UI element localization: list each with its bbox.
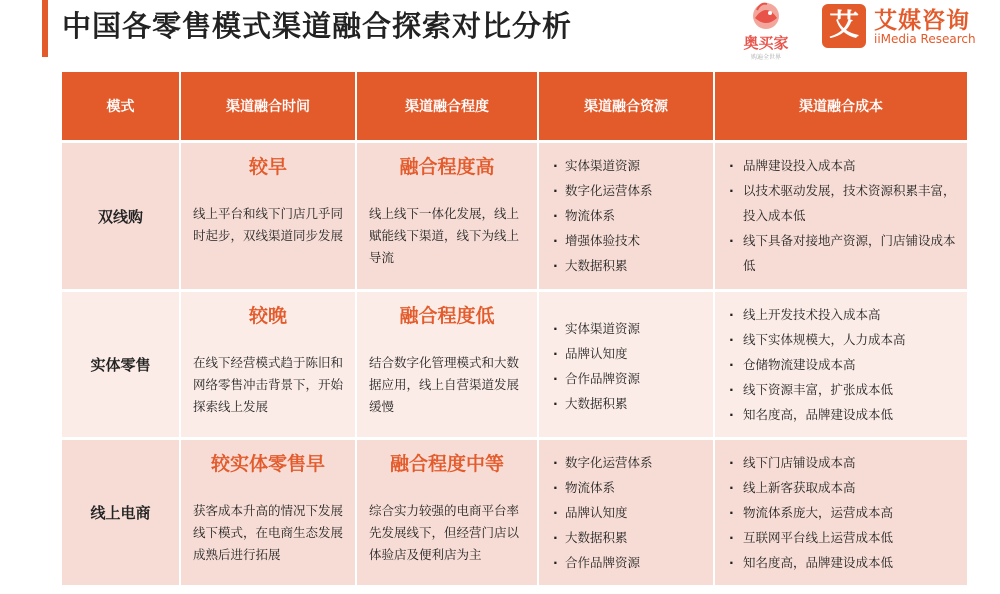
cost-item: · 线下实体规模大，人力成本高 xyxy=(729,327,957,352)
time-cell xyxy=(180,142,356,291)
resource-item: · 数字化运营体系 xyxy=(553,178,703,203)
resource-item: · 合作品牌资源 xyxy=(553,550,703,575)
cost-item: · 物流体系庞大，运营成本高 xyxy=(729,500,957,525)
cost-item: · 线下具备对接地产资源，门店铺设成本低 xyxy=(729,228,957,278)
resource-item: · 实体渠道资源 xyxy=(553,153,703,178)
resource-item: · 大数据积累 xyxy=(553,253,703,278)
iimedia-name-en: iiMedia Research xyxy=(874,32,976,46)
mode-cell: 线上电商 xyxy=(62,439,180,586)
resources-cell xyxy=(538,439,714,586)
cost-item: · 仓储物流建设成本高 xyxy=(729,352,957,377)
table-row xyxy=(62,439,967,586)
bird-logo-icon xyxy=(747,0,785,30)
cost-cell xyxy=(714,142,967,291)
resource-item: · 物流体系 xyxy=(553,475,703,500)
cost-cell xyxy=(714,439,967,586)
title-accent-bar xyxy=(42,0,48,57)
cost-item: · 知名度高，品牌建设成本低 xyxy=(729,550,957,575)
table-row xyxy=(62,291,967,439)
resources-cell xyxy=(538,142,714,291)
time-cell xyxy=(180,439,356,586)
table-header-row xyxy=(62,72,967,142)
header-mode: 模式 xyxy=(62,72,180,142)
resource-item: · 大数据积累 xyxy=(553,391,703,416)
resource-item: · 品牌认知度 xyxy=(553,500,703,525)
time-desc: 在线下经营模式趋于陈旧和网络零售冲击背景下，开始探索线上发展 xyxy=(193,355,344,414)
aomaijia-name: 奥买家 xyxy=(743,34,789,52)
page-title: 中国各零售模式渠道融合探索对比分析 xyxy=(62,9,573,43)
time-desc: 获客成本升高的情况下发展线下模式，在电商生态发展成熟后进行拓展 xyxy=(193,503,344,562)
resource-item: · 品牌认知度 xyxy=(553,341,703,366)
resource-item: · 增强体验技术 xyxy=(553,228,703,253)
degree-cell xyxy=(356,142,538,291)
header-degree: 渠道融合程度 xyxy=(356,72,538,142)
table-row xyxy=(62,142,967,291)
resource-item: · 物流体系 xyxy=(553,203,703,228)
time-headline: 较晚 xyxy=(248,305,287,327)
cost-item: · 线上新客获取成本高 xyxy=(729,475,957,500)
cost-cell xyxy=(714,291,967,439)
header-resources: 渠道融合资源 xyxy=(538,72,714,142)
resource-item: · 数字化运营体系 xyxy=(553,450,703,475)
degree-cell xyxy=(356,291,538,439)
iimedia-name-cn: 艾媒咨询 xyxy=(874,8,970,34)
resource-item: · 合作品牌资源 xyxy=(553,366,703,391)
aomaijia-logo xyxy=(730,0,802,62)
header-cost: 渠道融合成本 xyxy=(714,72,967,142)
cost-item: · 线上开发技术投入成本高 xyxy=(729,302,957,327)
degree-cell xyxy=(356,439,538,586)
comparison-table xyxy=(62,72,967,585)
resource-item: · 大数据积累 xyxy=(553,525,703,550)
degree-desc: 结合数字化管理模式和大数据应用，线上自营渠道发展缓慢 xyxy=(369,355,520,414)
time-cell xyxy=(180,291,356,439)
degree-desc: 线上线下一体化发展，线上赋能线下渠道，线下为线上导流 xyxy=(369,206,520,265)
resources-cell xyxy=(538,291,714,439)
cost-item: · 品牌建设投入成本高 xyxy=(729,153,957,178)
cost-item: · 线下门店铺设成本高 xyxy=(729,450,957,475)
degree-headline: 融合程度中等 xyxy=(389,453,504,475)
time-headline: 较早 xyxy=(248,156,287,178)
aomaijia-tagline: 购遍全世界 xyxy=(750,54,781,61)
cost-item: · 以技术驱动发展，技术资源积累丰富，投入成本低 xyxy=(729,178,957,228)
time-headline: 较实体零售早 xyxy=(210,453,325,475)
mode-cell: 实体零售 xyxy=(62,291,180,439)
degree-headline: 融合程度高 xyxy=(399,156,495,178)
iimedia-logo xyxy=(822,4,997,54)
resource-item: · 实体渠道资源 xyxy=(553,316,703,341)
degree-headline: 融合程度低 xyxy=(399,305,495,327)
iimedia-mark-icon: 艾 xyxy=(822,4,866,48)
mode-cell: 双线购 xyxy=(62,142,180,291)
cost-item: · 线下资源丰富，扩张成本低 xyxy=(729,377,957,402)
cost-item: · 互联网平台线上运营成本低 xyxy=(729,525,957,550)
header-time: 渠道融合时间 xyxy=(180,72,356,142)
cost-item: · 知名度高，品牌建设成本低 xyxy=(729,402,957,427)
time-desc: 线上平台和线下门店几乎同时起步，双线渠道同步发展 xyxy=(193,206,344,243)
degree-desc: 综合实力较强的电商平台率先发展线下，但经营门店以体验店及便利店为主 xyxy=(369,503,520,562)
